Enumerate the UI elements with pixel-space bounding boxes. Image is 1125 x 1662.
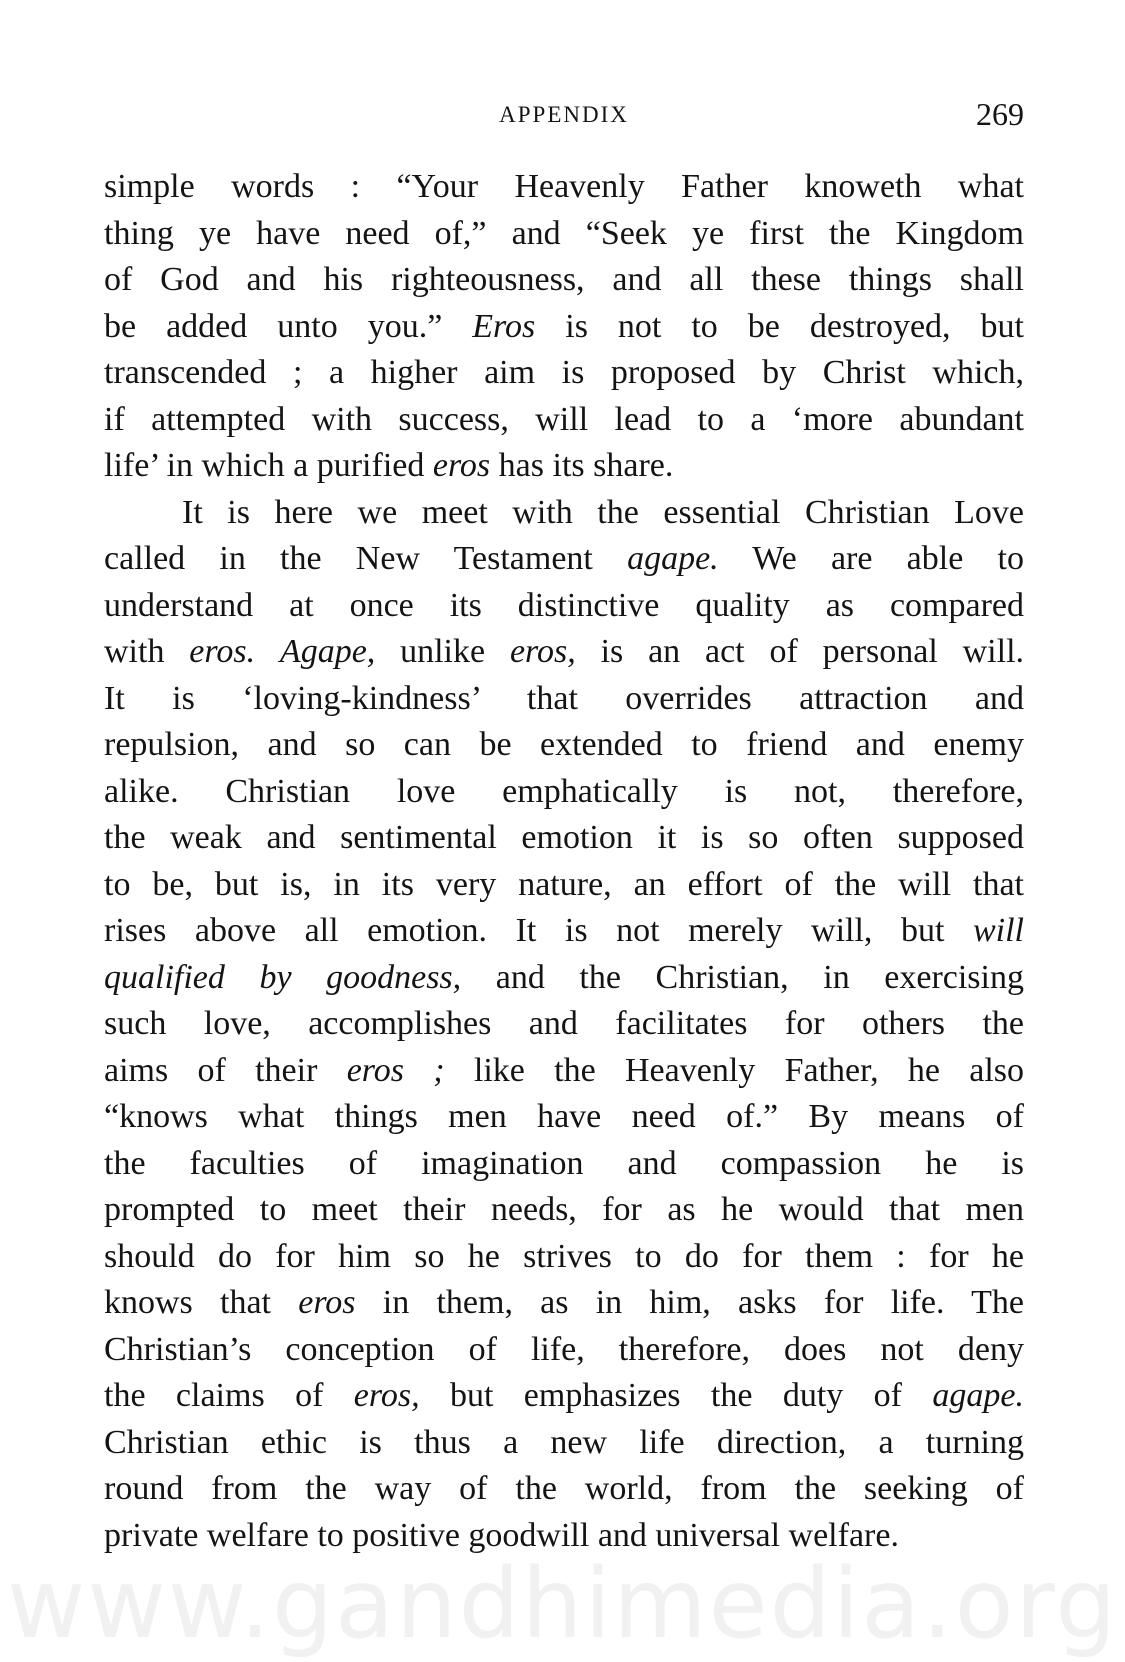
text-line — [104, 1373, 1024, 1420]
text-line — [104, 536, 1024, 583]
text-segment: called in the New Testament — [104, 540, 628, 577]
text-segment: with — [104, 633, 190, 670]
text-line — [104, 722, 1024, 769]
text-segment: alike. Christian love emphatically is not, therefore, — [104, 772, 1024, 810]
text-segment: but emphasizes the duty of — [419, 1377, 933, 1414]
text-segment: It is here we meet with the essential Christian Love — [182, 493, 1024, 531]
italic-term: qualified by goodness, — [104, 958, 462, 996]
text-line — [104, 1094, 1024, 1141]
text-line — [104, 1466, 1024, 1513]
text-line — [104, 1141, 1024, 1188]
italic-term: eros, — [353, 1377, 420, 1414]
text-segment: Christian ethic is thus a new life direction, a turning — [104, 1423, 1024, 1461]
text-segment: simple words : “Your Heavenly Father knoweth what — [104, 168, 1024, 205]
text-segment: has its share. — [490, 447, 674, 484]
text-segment: be added unto you.” — [104, 307, 473, 345]
text-segment: the faculties of imagination and compassion he is — [104, 1144, 1024, 1182]
text-segment: It is ‘loving-kindness’ that overrides attraction and — [104, 679, 1024, 717]
text-line — [104, 1327, 1024, 1374]
text-segment: the claims of — [104, 1377, 354, 1414]
italic-term: eros — [298, 1284, 356, 1321]
text-segment: thing ye have need of,” and “Seek ye first the Kingdom — [104, 214, 1024, 252]
text-line — [104, 257, 1024, 304]
text-segment: such love, accomplishes and facilitates for others the — [104, 1005, 1024, 1042]
italic-term: eros. — [189, 633, 256, 670]
text-line — [104, 1001, 1024, 1048]
text-line — [104, 490, 1024, 537]
running-title: APPENDIX — [499, 102, 629, 127]
text-segment: should do for him so he strives to do for them : for he — [104, 1237, 1024, 1275]
text-line — [104, 629, 1024, 676]
italic-term: agape. — [932, 1377, 1024, 1414]
text-segment: if attempted with success, will lead to a ‘more abundant — [104, 400, 1024, 438]
text-segment: transcended ; a higher aim is proposed by Christ which, — [104, 354, 1024, 391]
text-line — [104, 908, 1024, 955]
text-segment: and the Christian, in exercising — [461, 958, 1024, 996]
italic-term: Agape, — [279, 633, 376, 670]
body-text — [104, 164, 1024, 1559]
text-line — [104, 862, 1024, 909]
text-line — [104, 815, 1024, 862]
text-segment: life’ in which a purified — [104, 447, 433, 484]
text-line — [104, 676, 1024, 723]
text-line — [104, 1234, 1024, 1281]
text-segment: repulsion, and so can be extended to friend and enemy — [104, 726, 1024, 763]
text-segment: prompted to meet their needs, for as he would that men — [104, 1191, 1024, 1228]
italic-term: will — [972, 912, 1024, 949]
text-line — [104, 955, 1024, 1002]
running-head — [104, 96, 1024, 136]
text-segment: of God and his righteousness, and all these things shall — [104, 261, 1024, 298]
text-segment: round from the way of the world, from the seeking of — [104, 1470, 1024, 1507]
text-segment: We are able to — [718, 540, 1024, 577]
text-line — [104, 304, 1024, 351]
text-segment: unlike — [375, 633, 510, 670]
italic-term: agape. — [627, 540, 719, 577]
text-segment: aims of their — [104, 1051, 347, 1089]
text-segment — [255, 633, 280, 670]
italic-term: Eros — [472, 307, 536, 345]
text-segment: rises above all emotion. It is not merely will, but — [104, 912, 973, 949]
text-line — [104, 1280, 1024, 1327]
text-segment: like the Heavenly Father, he also — [444, 1051, 1025, 1089]
page-number: 269 — [976, 96, 1024, 132]
italic-term: eros ; — [346, 1051, 445, 1089]
text-segment: to be, but is, in its very nature, an effort of the will that — [104, 865, 1024, 903]
text-line — [104, 1420, 1024, 1467]
text-segment: private welfare to positive goodwill and universal welfare. — [104, 1516, 899, 1554]
text-segment: knows that — [104, 1284, 299, 1321]
text-segment: the weak and sentimental emotion it is so often supposed — [104, 819, 1024, 856]
text-segment: is an act of personal will. — [575, 633, 1025, 670]
text-line — [104, 350, 1024, 397]
text-line — [104, 443, 1024, 490]
text-line — [104, 397, 1024, 444]
text-line — [104, 583, 1024, 630]
text-line — [104, 1187, 1024, 1234]
text-line — [104, 211, 1024, 258]
text-segment: is not to be destroyed, but — [535, 307, 1024, 345]
text-segment: understand at once its distinctive quality as compared — [104, 586, 1024, 624]
text-line — [104, 1048, 1024, 1095]
italic-term: eros, — [509, 633, 576, 670]
text-segment: in them, as in him, asks for life. The — [355, 1284, 1024, 1321]
text-line — [104, 164, 1024, 211]
text-line — [104, 769, 1024, 816]
text-segment: Christian’s conception of life, therefore, does not deny — [104, 1330, 1024, 1368]
watermark: www.gandhimedia.org — [6, 1548, 1119, 1660]
text-segment: “knows what things men have need of.” By means of — [104, 1098, 1024, 1135]
italic-term: eros — [432, 447, 491, 484]
